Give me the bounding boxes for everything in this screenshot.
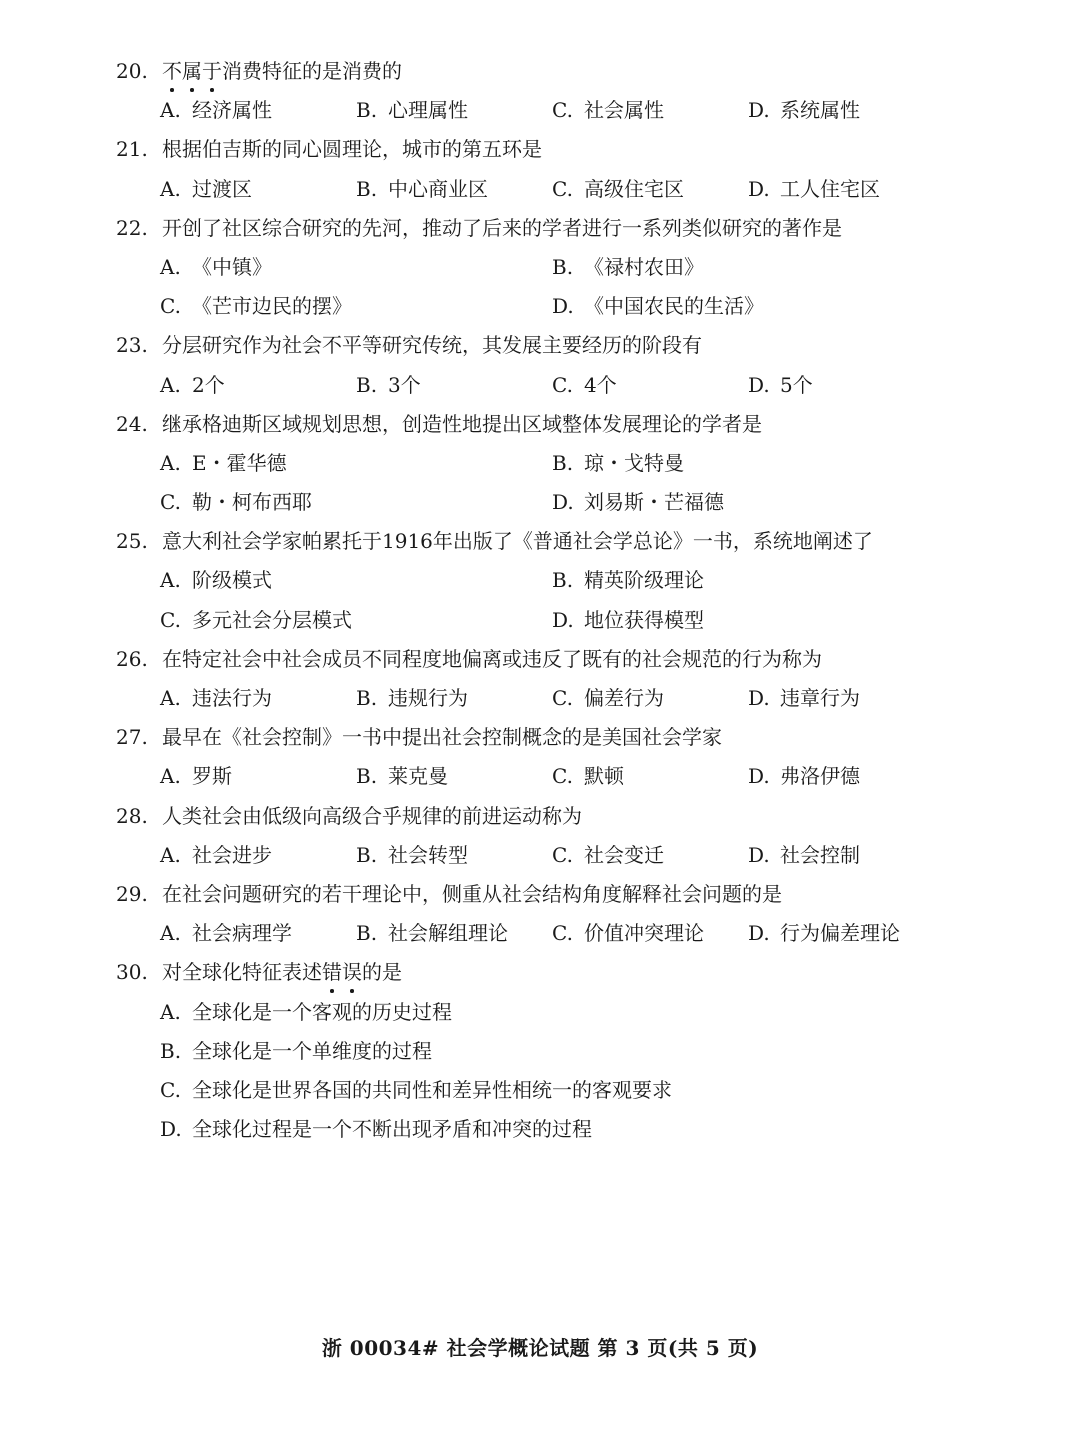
question-stem-text: 在社会问题研究的若干理论中，侧重从社会结构角度解释社会问题的是 (162, 881, 782, 906)
option-text: 全球化是世界各国的共同性和差异性相统一的客观要求 (192, 1077, 672, 1102)
option-row (116, 757, 1016, 796)
option-text: 高级住宅区 (584, 176, 684, 201)
answer-option (748, 91, 944, 130)
option-letter: A. (160, 98, 181, 123)
option-text: 弗洛伊德 (780, 764, 860, 789)
option-text: 社会进步 (192, 842, 272, 867)
answer-option (160, 366, 356, 405)
page-footer: 浙 00034# 社会学概论试题 第 3 页(共 5 页) (321, 1336, 759, 1360)
option-text: 全球化是一个单维度的过程 (192, 1038, 432, 1063)
answer-option (552, 248, 944, 287)
answer-option (552, 366, 748, 405)
option-letter: A. (160, 176, 181, 201)
answer-option (356, 836, 552, 875)
option-letter: A. (160, 764, 181, 789)
option-letter: B. (356, 764, 378, 789)
question (116, 640, 1016, 718)
answer-option (552, 914, 748, 953)
option-text: 违法行为 (192, 686, 272, 710)
option-text: 《芒市边民的摆》 (192, 294, 352, 319)
question-list (116, 52, 1016, 1149)
option-text: 多元社会分层模式 (192, 607, 352, 632)
answer-option (160, 993, 960, 1032)
option-letter: B. (552, 254, 574, 279)
answer-option (748, 679, 944, 718)
option-text: 《禄村农田》 (584, 254, 704, 279)
option-row (116, 679, 1016, 718)
answer-option (160, 1032, 960, 1071)
answer-option (748, 836, 944, 875)
option-text: 违规行为 (388, 686, 468, 710)
answer-option (356, 366, 552, 405)
option-letter: C. (552, 764, 573, 789)
option-text: 社会变迁 (584, 842, 664, 867)
option-text: 《中镇》 (192, 254, 272, 279)
option-letter: C. (160, 490, 181, 515)
question-stem (116, 209, 1016, 248)
option-text: 偏差行为 (584, 686, 664, 710)
option-letter: C. (552, 176, 573, 201)
option-text: 4个 (584, 372, 617, 397)
option-letter: A. (160, 254, 181, 279)
option-letter: A. (160, 999, 181, 1024)
answer-option (160, 679, 356, 718)
option-letter: A. (160, 921, 181, 946)
question-stem-text: 根据伯吉斯的同心圆理论，城市的第五环是 (162, 137, 542, 162)
question-stem (116, 718, 1016, 757)
option-row (116, 1032, 1016, 1071)
option-row (116, 601, 1016, 640)
option-text: 社会解组理论 (388, 921, 508, 946)
option-letter: B. (356, 686, 378, 710)
emphasis-char: 不 (162, 59, 182, 83)
question-stem (116, 953, 1016, 992)
option-row (116, 287, 1016, 326)
option-row (116, 483, 1016, 522)
option-letter: D. (160, 1117, 182, 1142)
question-stem-text: 人类社会由低级向高级合乎规律的前进运动称为 (162, 803, 582, 828)
option-text: 全球化过程是一个不断出现矛盾和冲突的过程 (192, 1117, 592, 1142)
question-number: 22. (116, 215, 148, 240)
option-text: 《中国农民的生活》 (584, 294, 764, 319)
answer-option (356, 757, 552, 796)
option-text: 系统属性 (780, 98, 860, 123)
option-row (116, 91, 1016, 130)
option-letter: B. (160, 1038, 182, 1063)
option-letter: B. (356, 98, 378, 123)
question-number: 25. (116, 529, 148, 554)
question-stem-text: 最早在《社会控制》一书中提出社会控制概念的是美国社会学家 (162, 725, 722, 750)
question-stem-text: 继承格迪斯区域规划思想，创造性地提出区域整体发展理论的学者是 (162, 411, 762, 436)
option-letter: D. (748, 98, 770, 123)
question-stem-text: 的是 (362, 960, 402, 985)
question (116, 718, 1016, 796)
option-letter: D. (552, 490, 574, 515)
answer-option (552, 679, 748, 718)
option-text: 精英阶级理论 (584, 568, 704, 593)
option-text: 勒・柯布西耶 (192, 490, 312, 515)
answer-option (160, 1071, 960, 1110)
option-letter: D. (552, 607, 574, 632)
question (116, 875, 1016, 953)
answer-option (552, 561, 944, 600)
question (116, 130, 1016, 208)
question-stem (116, 640, 1016, 679)
option-row (116, 248, 1016, 287)
option-text: 全球化是一个客观的历史过程 (192, 999, 452, 1024)
answer-option (748, 757, 944, 796)
option-letter: A. (160, 686, 181, 710)
question-stem (116, 405, 1016, 444)
option-text: 价值冲突理论 (584, 921, 704, 946)
option-letter: C. (160, 294, 181, 319)
question-number: 21. (116, 137, 148, 162)
option-letter: D. (748, 764, 770, 789)
option-letter: B. (552, 450, 574, 475)
option-letter: D. (748, 686, 770, 710)
answer-option (160, 836, 356, 875)
option-letter: A. (160, 842, 181, 867)
question-stem-text: 对全球化特征表述 (162, 960, 322, 985)
question-stem-text: 意大利社会学家帕累托于1916年出版了《普通社会学总论》一书，系统地阐述了 (162, 529, 873, 554)
option-letter: C. (552, 921, 573, 946)
question-stem-text: 开创了社区综合研究的先河，推动了后来的学者进行一系列类似研究的著作是 (162, 215, 842, 240)
answer-option (748, 366, 944, 405)
question-stem (116, 875, 1016, 914)
option-text: 莱克曼 (388, 764, 448, 789)
option-text: 过渡区 (192, 176, 252, 201)
emphasis-char: 错 (322, 960, 342, 985)
option-letter: A. (160, 450, 181, 475)
option-letter: B. (356, 842, 378, 867)
option-letter: D. (748, 921, 770, 946)
option-text: 罗斯 (192, 764, 232, 789)
option-letter: C. (160, 607, 181, 632)
option-text: 地位获得模型 (584, 607, 704, 632)
option-text: 社会转型 (388, 842, 468, 867)
answer-option (160, 1110, 960, 1149)
option-text: 社会属性 (584, 98, 664, 123)
question (116, 326, 1016, 404)
option-letter: A. (160, 568, 181, 593)
answer-option (356, 679, 552, 718)
option-row (116, 836, 1016, 875)
option-row (116, 993, 1016, 1032)
question-number: 26. (116, 646, 148, 671)
option-text: 刘易斯・芒福德 (584, 490, 724, 515)
question-number: 24. (116, 411, 148, 436)
option-text: 2个 (192, 372, 225, 397)
answer-option (748, 170, 944, 209)
answer-option (160, 170, 356, 209)
option-text: 工人住宅区 (780, 176, 880, 201)
answer-option (552, 836, 748, 875)
question (116, 405, 1016, 523)
question-stem (116, 326, 1016, 365)
answer-option (160, 561, 552, 600)
question-number: 23. (116, 333, 148, 358)
option-letter: C. (552, 98, 573, 123)
answer-option (748, 914, 944, 953)
answer-option (552, 91, 748, 130)
question-stem (116, 797, 1016, 836)
option-text: 心理属性 (388, 98, 468, 123)
option-letter: D. (748, 372, 770, 397)
emphasis-char: 于 (202, 59, 222, 83)
option-text: 社会病理学 (192, 921, 292, 946)
answer-option (356, 91, 552, 130)
option-letter: B. (552, 568, 574, 593)
answer-option (552, 170, 748, 209)
answer-option (160, 444, 552, 483)
option-letter: C. (552, 686, 573, 710)
option-text: 行为偏差理论 (780, 921, 900, 946)
answer-option (552, 757, 748, 796)
option-row (116, 170, 1016, 209)
question (116, 522, 1016, 640)
question-stem (116, 52, 1016, 91)
option-letter: C. (160, 1077, 181, 1102)
question-number: 28. (116, 803, 148, 828)
answer-option (552, 483, 944, 522)
answer-option (356, 170, 552, 209)
option-text: 5个 (780, 372, 813, 397)
question (116, 209, 1016, 327)
answer-option (160, 757, 356, 796)
question-number: 29. (116, 881, 148, 906)
option-text: 阶级模式 (192, 568, 272, 593)
option-letter: A. (160, 372, 181, 397)
option-letter: C. (552, 842, 573, 867)
answer-option (160, 91, 356, 130)
option-letter: B. (356, 372, 378, 397)
question-number: 27. (116, 725, 148, 750)
question (116, 953, 1016, 1149)
option-row (116, 561, 1016, 600)
answer-option (552, 444, 944, 483)
question (116, 52, 1016, 130)
question-stem (116, 522, 1016, 561)
question (116, 797, 1016, 875)
option-letter: C. (552, 372, 573, 397)
option-text: 违章行为 (780, 686, 860, 710)
answer-option (552, 601, 944, 640)
answer-option (160, 601, 552, 640)
option-letter: D. (748, 842, 770, 867)
option-row (116, 1110, 1016, 1149)
question-stem-text: 分层研究作为社会不平等研究传统，其发展主要经历的阶段有 (162, 333, 702, 358)
option-letter: D. (552, 294, 574, 319)
option-row (116, 914, 1016, 953)
option-letter: B. (356, 176, 378, 201)
emphasis-char: 属 (182, 59, 202, 83)
answer-option (160, 483, 552, 522)
question-stem-text: 在特定社会中社会成员不同程度地偏离或违反了既有的社会规范的行为称为 (162, 646, 822, 671)
answer-option (160, 248, 552, 287)
option-text: E・霍华德 (192, 450, 287, 475)
option-row (116, 444, 1016, 483)
option-letter: B. (356, 921, 378, 946)
option-text: 默顿 (584, 764, 624, 789)
option-row (116, 1071, 1016, 1110)
option-row (116, 366, 1016, 405)
option-text: 琼・戈特曼 (584, 450, 684, 475)
option-text: 3个 (388, 372, 421, 397)
answer-option (552, 287, 944, 326)
answer-option (356, 914, 552, 953)
option-text: 社会控制 (780, 842, 860, 867)
question-number: 20. (116, 59, 148, 83)
emphasis-char: 误 (342, 960, 362, 985)
answer-option (160, 287, 552, 326)
question-stem-text: 消费特征的是消费的 (222, 59, 402, 83)
answer-option (160, 914, 356, 953)
question-stem (116, 130, 1016, 169)
question-number: 30. (116, 960, 148, 985)
option-text: 中心商业区 (388, 176, 488, 201)
option-text: 经济属性 (192, 98, 272, 123)
option-letter: D. (748, 176, 770, 201)
